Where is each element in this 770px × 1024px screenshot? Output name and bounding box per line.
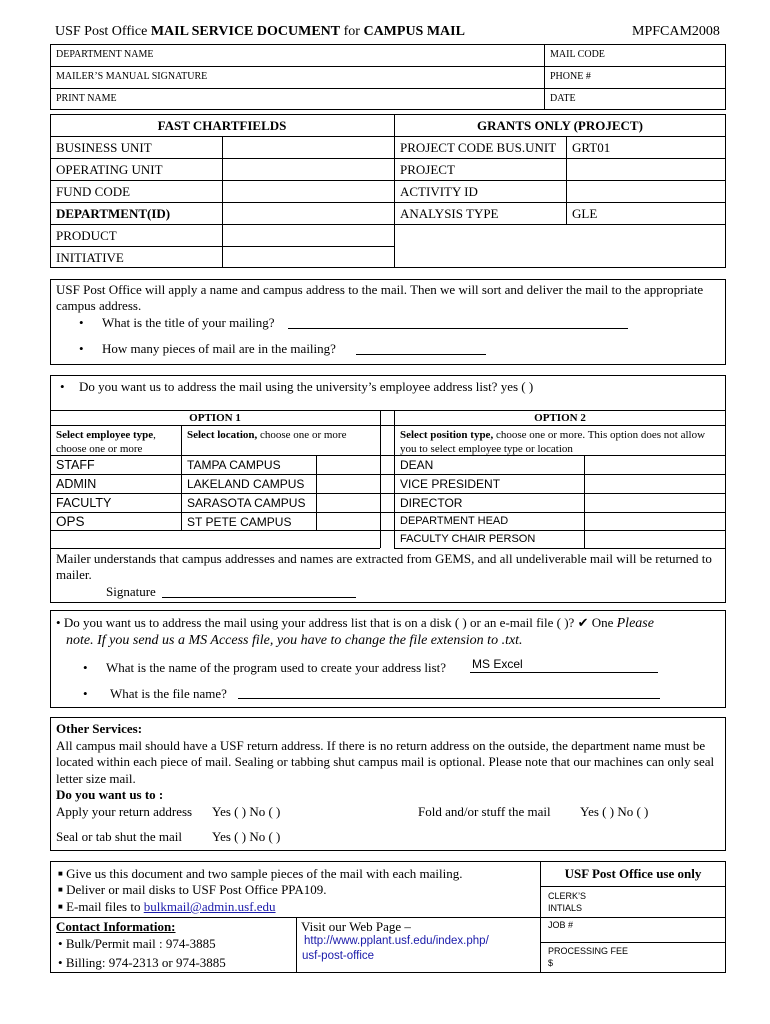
office-use-header: USF Post Office use only xyxy=(564,866,702,881)
position-dean[interactable]: DEAN xyxy=(400,458,434,472)
analysis-type-value[interactable]: GLE xyxy=(572,206,598,221)
signature-field[interactable]: MAILER’S MANUAL SIGNATURE xyxy=(56,71,208,82)
web-url-line2[interactable]: usf-post-office xyxy=(302,950,375,962)
gems-note: Mailer understands that campus addresses and names are extracted from GEMS, and all undeliverable mail will be returned to mailer. xyxy=(56,551,712,582)
position-department-head[interactable]: DEPARTMENT HEAD xyxy=(400,515,509,527)
title-bold2: CAMPUS MAIL xyxy=(363,24,465,39)
fold-label: Fold and/or stuff the mail xyxy=(418,804,551,819)
location-tampa[interactable]: TAMPA CAMPUS xyxy=(187,458,281,472)
project-label: PROJECT xyxy=(400,162,455,177)
billing-contact: • Billing: 974-2313 or 974-3885 xyxy=(58,955,226,970)
contact-heading: Contact Information: xyxy=(56,919,176,934)
title-prefix: USF Post Office xyxy=(55,24,151,39)
pieces-input[interactable] xyxy=(356,354,486,355)
activity-id-label: ACTIVITY ID xyxy=(400,184,478,199)
form-code: MPFCAM2008 xyxy=(632,24,720,39)
mailing-title-question: What is the title of your mailing? xyxy=(102,315,275,330)
option2-header: OPTION 2 xyxy=(534,412,586,424)
project-code-label: PROJECT CODE BUS.UNIT xyxy=(400,140,557,155)
type-admin[interactable]: ADMIN xyxy=(56,477,97,491)
processing-fee-field[interactable]: PROCESSING FEE $ xyxy=(548,946,629,968)
seal-yes-no[interactable]: Yes ( ) No ( ) xyxy=(212,829,281,844)
program-question: What is the name of the program used to create your address list? xyxy=(106,660,447,675)
bullet-icon: • xyxy=(60,379,65,394)
type-ops[interactable]: OPS xyxy=(56,514,85,529)
fund-code-label: FUND CODE xyxy=(56,184,131,199)
file-name-input[interactable] xyxy=(238,698,660,699)
mail-code-field[interactable]: MAIL CODE xyxy=(550,49,605,60)
location-instructions xyxy=(187,428,377,442)
access-note: note. If you send us a MS Access file, you have to change the file extension to .txt. xyxy=(66,633,523,648)
bullet-icon: • xyxy=(79,315,84,330)
web-label: Visit our Web Page – xyxy=(301,919,411,934)
position-faculty-chair[interactable]: FACULTY CHAIR PERSON xyxy=(400,533,536,545)
location-sarasota[interactable]: SARASOTA CAMPUS xyxy=(187,496,306,510)
project-code-value[interactable]: GRT01 xyxy=(572,140,611,155)
type-faculty[interactable]: FACULTY xyxy=(56,496,112,510)
mailing-title-input[interactable] xyxy=(288,328,628,329)
footer-b3-text: E-mail files to xyxy=(66,899,144,914)
initiative-label: INITIATIVE xyxy=(56,250,124,265)
bulk-contact: • Bulk/Permit mail : 974-3885 xyxy=(58,936,216,951)
title-bold: MAIL SERVICE DOCUMENT xyxy=(150,24,341,39)
employee-type-rest: , choose one or more xyxy=(56,429,156,455)
bullet-icon: • xyxy=(83,686,88,701)
department-name-field[interactable]: DEPARTMENT NAME xyxy=(56,49,154,60)
fold-yes-no[interactable]: Yes ( ) No ( ) xyxy=(580,804,649,819)
footer-b1-text: Give us this document and two sample pieces of the mail with each mailing. xyxy=(66,866,463,881)
location-st-pete[interactable]: ST PETE CAMPUS xyxy=(187,515,292,529)
position-director[interactable]: DIRECTOR xyxy=(400,496,463,510)
note-start: Please xyxy=(616,616,654,631)
employee-list-question[interactable]: Do you want us to address the mail using the university’s employee address list? yes ( ) xyxy=(79,379,534,394)
business-unit-label: BUSINESS UNIT xyxy=(56,140,152,155)
seal-label: Seal or tab shut the mail xyxy=(56,829,183,844)
employee-type-instructions xyxy=(56,428,180,456)
program-answer[interactable]: MS Excel xyxy=(472,657,523,671)
other-services-heading: Other Services: xyxy=(56,721,143,736)
bullet-icon: • xyxy=(83,660,88,675)
phone-field[interactable]: PHONE # xyxy=(550,71,591,82)
return-address-label: Apply your return address xyxy=(56,804,193,819)
email-link[interactable]: bulkmail@admin.usf.edu xyxy=(143,899,276,914)
bullet-icon: • xyxy=(79,341,84,356)
department-id-label: DEPARTMENT(ID) xyxy=(56,206,171,221)
product-label: PRODUCT xyxy=(56,228,117,243)
intro-text: USF Post Office will apply a name and campus address to the mail. Then we will sort and deliver the mail to the appropriate campus address. xyxy=(56,282,704,313)
fast-chartfields-header: FAST CHARTFIELDS xyxy=(157,118,287,133)
type-staff[interactable]: STAFF xyxy=(56,458,95,472)
footer-bullet-1: ■ Give us this document and two sample pieces of the mail with each mailing. xyxy=(58,866,463,881)
position-bold: Select position type, xyxy=(400,429,494,441)
chartfields-box xyxy=(50,114,726,268)
do-you-want-heading: Do you want us to : xyxy=(56,787,164,802)
clerk-initials-field[interactable]: CLERK’S INTIALS xyxy=(548,891,587,913)
operating-unit-label: OPERATING UNIT xyxy=(56,162,163,177)
position-rest: choose one or more. This option does not allow you to select employee type or location xyxy=(400,429,706,455)
bulk-text: Bulk/Permit mail : 974-3885 xyxy=(65,936,216,951)
form-title xyxy=(55,24,465,40)
file-name-question: What is the file name? xyxy=(110,686,227,701)
print-name-field[interactable]: PRINT NAME xyxy=(56,93,117,104)
title-mid: for xyxy=(340,24,364,39)
billing-text: Billing: 974-2313 or 974-3885 xyxy=(65,955,226,970)
analysis-type-label: ANALYSIS TYPE xyxy=(400,206,499,221)
location-lakeland[interactable]: LAKELAND CAMPUS xyxy=(187,477,305,491)
other-services-text: All campus mail should have a USF return address. If there is no return address on the outside, the department name must be located within each piece of mail. Sealing or tabbing shut campus mail is optional. Please note that our machines can only seal letter size mail. xyxy=(56,738,715,786)
location-rest: choose one or more xyxy=(257,429,347,441)
position-vice-president[interactable]: VICE PRESIDENT xyxy=(400,477,501,491)
option1-header: OPTION 1 xyxy=(189,412,241,424)
footer-b2-text: Deliver or mail disks to USF Post Office PPA109. xyxy=(66,882,327,897)
location-bold: Select location, xyxy=(187,429,258,441)
position-instructions xyxy=(400,428,722,456)
footer-bullet-2: ■ Deliver or mail disks to USF Post Office PPA109. xyxy=(58,882,327,897)
grants-header: GRANTS ONLY (PROJECT) xyxy=(477,118,643,133)
footer-bullet-3: ■ E-mail files to bulkmail@admin.usf.edu xyxy=(58,899,276,914)
web-url-line1[interactable]: http://www.pplant.usf.edu/index.php/ xyxy=(304,935,489,947)
date-field[interactable]: DATE xyxy=(550,93,576,104)
pieces-question: How many pieces of mail are in the mailing? xyxy=(102,341,336,356)
employee-type-bold: Select employee type xyxy=(56,429,154,441)
signature-label: Signature xyxy=(106,584,156,599)
own-list-question-text: Do you want us to address the mail using your address list that is on a disk ( ) or an e-mail file ( )? ✔ One xyxy=(63,615,614,630)
own-list-question[interactable]: • Do you want us to address the mail using your address list that is on a disk ( ) or an e-mail file ( )? ✔ One Please xyxy=(56,615,654,631)
job-number-field[interactable]: JOB # xyxy=(548,920,574,930)
signature-input[interactable] xyxy=(162,597,356,598)
return-address-yes-no[interactable]: Yes ( ) No ( ) xyxy=(212,804,281,819)
